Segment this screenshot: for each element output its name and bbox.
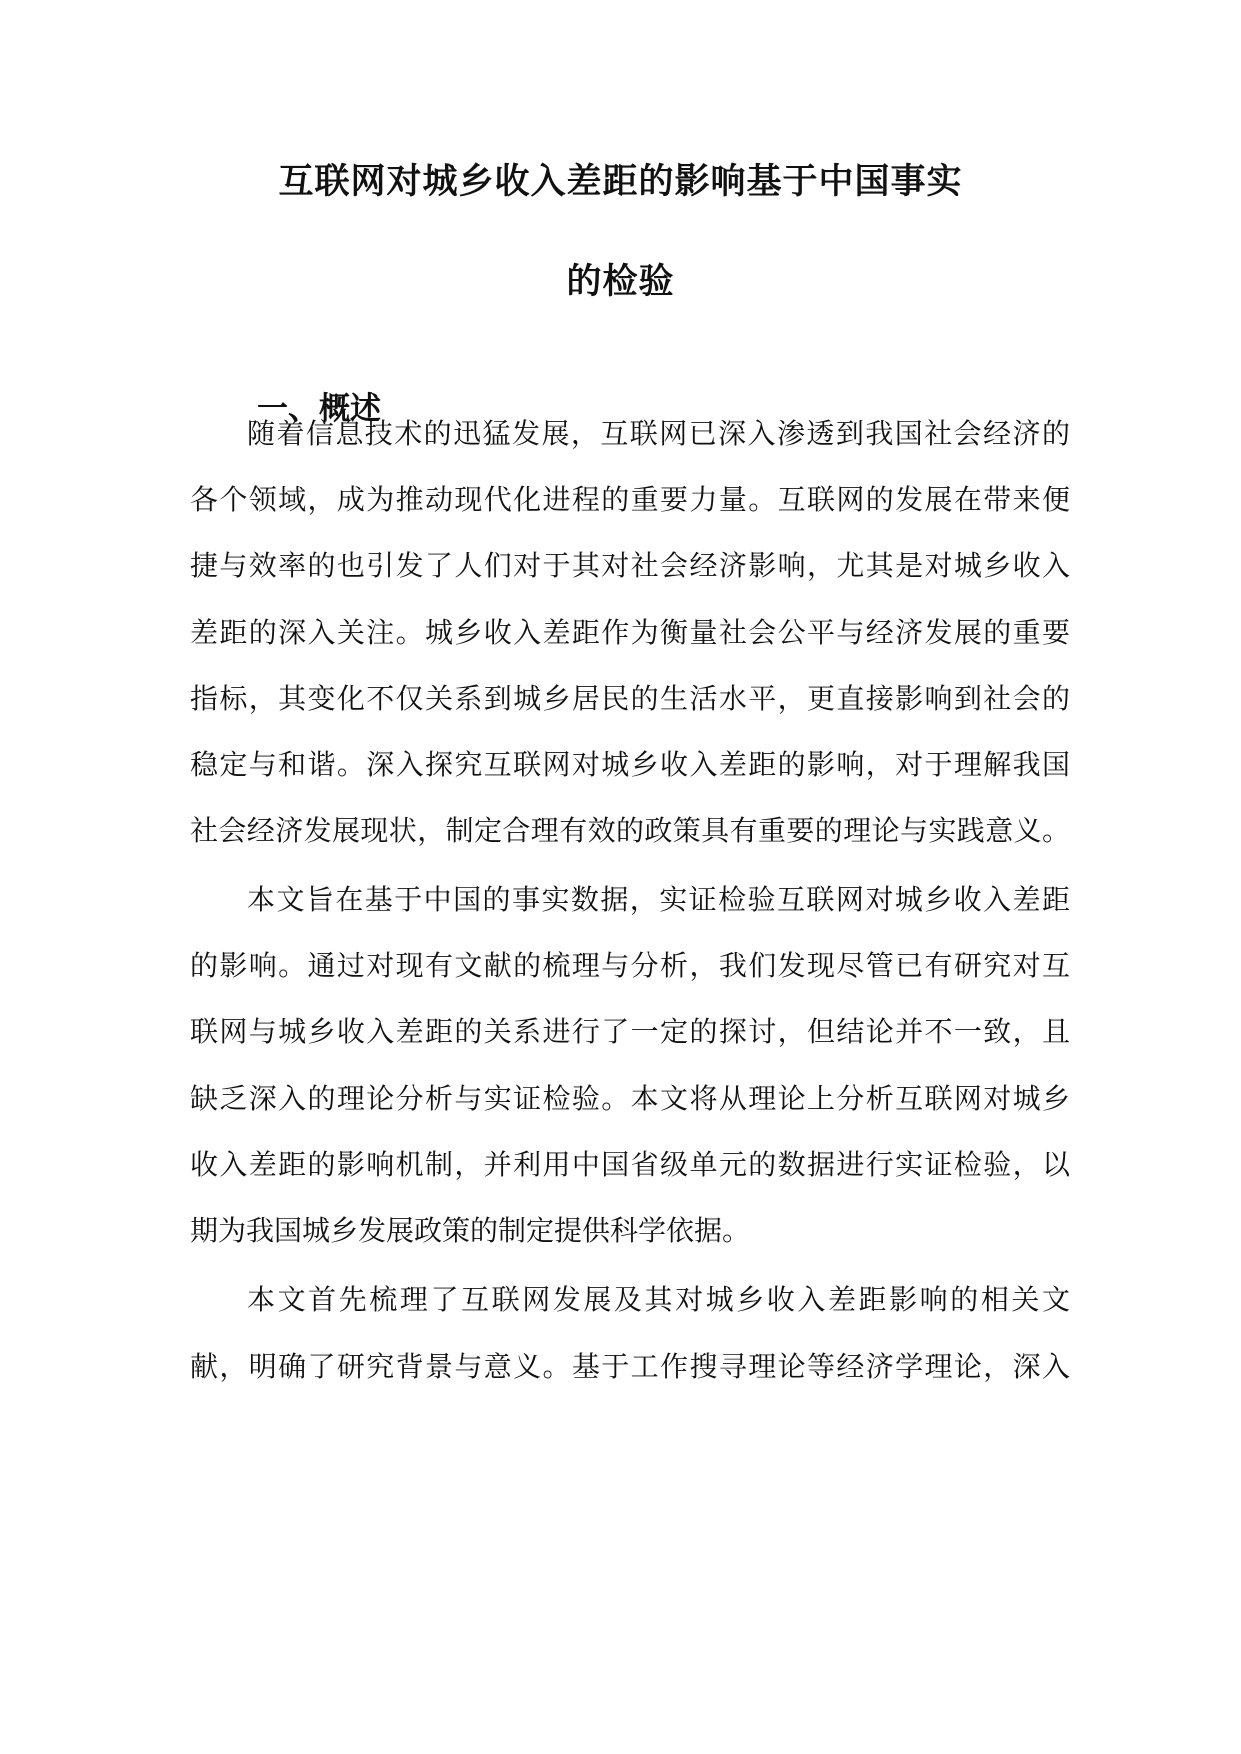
paragraph-1-line-1: 随着信息技术的迅猛发展，互联网已深入渗透到我国社会经济的 [247, 417, 1070, 450]
document-title-line-2: 的检验 [566, 262, 675, 302]
paragraph-1-line-4: 差距的深入关注。城乡收入差距作为衡量社会公平与经济发展的重要 [190, 616, 1070, 649]
paragraph-2-line-2: 的影响。通过对现有文献的梳理与分析，我们发现尽管已有研究对互 [190, 949, 1070, 982]
document-title-line-1: 互联网对城乡收入差距的影响基于中国事实 [278, 162, 963, 202]
paragraph-2-line-5: 收入差距的影响机制，并利用中国省级单元的数据进行实证检验，以 [190, 1148, 1070, 1181]
paragraph-2-line-1: 本文旨在基于中国的事实数据，实证检验互联网对城乡收入差距 [247, 883, 1070, 916]
paragraph-1-line-5: 指标，其变化不仅关系到城乡居民的生活水平，更直接影响到社会的 [190, 682, 1070, 715]
paragraph-2-line-3: 联网与城乡收入差距的关系进行了一定的探讨，但结论并不一致，且 [190, 1015, 1070, 1048]
paragraph-1-line-2: 各个领域，成为推动现代化进程的重要力量。互联网的发展在带来便 [190, 483, 1070, 516]
paragraph-1-line-7: 社会经济发展现状，制定合理有效的政策具有重要的理论与实践意义。 [190, 814, 1070, 847]
paragraph-3-line-1: 本文首先梳理了互联网发展及其对城乡收入差距影响的相关文 [247, 1283, 1070, 1316]
paragraph-3-line-2: 献，明确了研究背景与意义。基于工作搜寻理论等经济学理论，深入 [190, 1350, 1070, 1383]
paragraph-1-line-6: 稳定与和谐。深入探究互联网对城乡收入差距的影响，对于理解我国 [190, 748, 1070, 781]
paragraph-2-line-6: 期为我国城乡发展政策的制定提供科学依据。 [190, 1214, 751, 1247]
paragraph-2-line-4: 缺乏深入的理论分析与实证检验。本文将从理论上分析互联网对城乡 [190, 1082, 1070, 1115]
section-heading: 一、概述 [257, 391, 381, 427]
paragraph-1-line-3: 捷与效率的也引发了人们对于其对社会经济影响，尤其是对城乡收入 [190, 549, 1070, 582]
